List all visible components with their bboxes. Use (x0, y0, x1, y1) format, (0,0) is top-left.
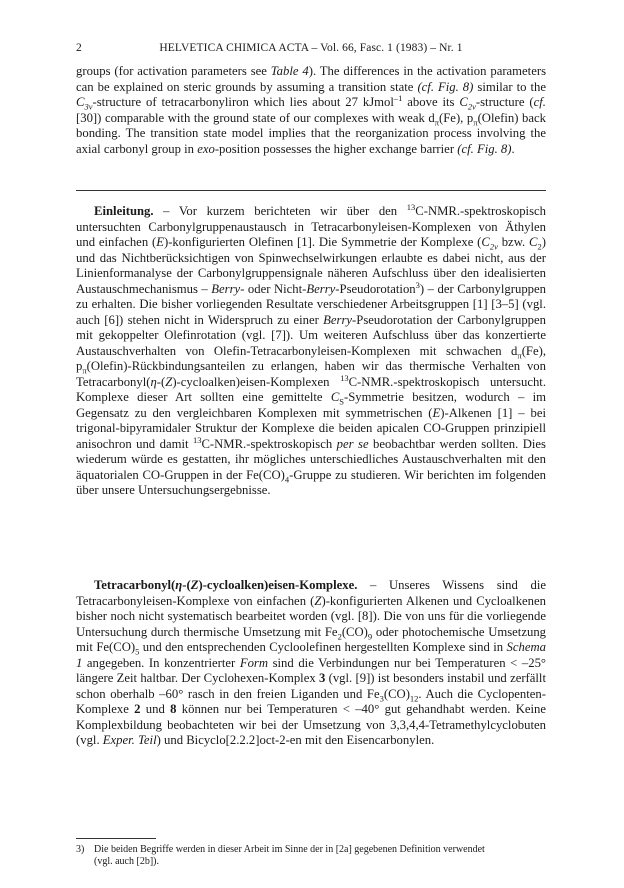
running-header (76, 42, 546, 58)
abstract-end (76, 64, 546, 157)
journal-header: HELVETICA CHIMICA ACTA – Vol. 66, Fasc. 1 (1983) – Nr. 1 (159, 42, 463, 54)
footnote-divider (76, 838, 156, 839)
footnote-mark: 3) (76, 844, 85, 855)
footnote-ref-3[interactable]: 3 (415, 279, 420, 290)
abstract-divider (76, 190, 546, 191)
exper-ref[interactable]: Exper. Teil (102, 733, 157, 747)
complexes-heading: Tetracarbonyl(η-(Z)-cycloalken)eisen-Komplexe. (94, 578, 358, 592)
einleitung-section (76, 201, 547, 499)
footnote-3: 3) Die beiden Begriffe werden in dieser Arbeit im Sinne der in [2a] gegebenen Definition verwendet (vgl. auch [2b]). (76, 844, 485, 867)
abstract-paragraph: groups (for activation parameters see Table 4). The differences in the activation parameters can be explained on steric grounds by assuming a transition state (cf. Fig. 8) similar to the $C_{3v}$-structure of tetracarbonyliron which lies about 27 kJmol$^{-1}$ above its $C_{2v}$-structure (cf. [30]) comparable with the ground state of our complexes with weak $d_\pi(Fe)$, $p_\pi(Olefin)$ back bonding. The transition state model implies that the reorganization process involving the axial carbonyl group in exo-position possesses the higher exchange barrier (cf. Fig. 8). (76, 64, 547, 156)
page-number: 2 (76, 42, 82, 54)
einleitung-paragraph: Einleitung. – Vor kurzem berichteten wir über den $^{13}$C-NMR.-spektroskopisch untersuchten Carbonylgruppenaustausch in Tetracarbonyleisen-Komplexen von Äthylen und einfachen (E)-konfigurierten Olefinen [1]. Die Symmetrie der Komplexe ($C_{2v}$ bzw. $C_2$) und das Nichtberücksichtigen von Spinwechselwirkungen erlaubte es dabei nicht, aus der Linienformanalyse der Carbonylgruppensignale näheren Aufschluss über den idealisierten Austauschmechanismus – Berry- oder Nicht-Berry-Pseudorotation$^3$) – der Carbonylgruppen zu erhalten. Die bisher vorliegenden Resultate verschiedener Arbeitsgruppen [1] [3–5] (vgl. auch [6]) stehen nicht in Widerspruch zu einer Berry-Pseudorotation der Carbonylgruppen mit gekoppelter Olefinrotation (vgl. [7]). Um weiteren Aufschluss über das konzertierte Austauschverhalten von Olefin-Tetracarbonyleisen-Komplexen mit schwachen $d_\pi(Fe)$, $p_\pi(Olefin)$-Rückbindungsanteilen zu erlangen, haben wir das thermische Verhalten von Tetracarbonyl(η-(Z)-cycloalken)eisen-Komplexen $^{13}$C-NMR.-spektroskopisch untersucht. Komplexe dieser Art sollten eine gemittelte $C_S$-Symmetrie besitzen, wodurch – im Gegensatz zu den vergleichbaren Komplexen mit symmetrischen (E)-Alkenen [1] – bei trigonal-bipyramidaler Struktur der Komplexe die beiden apicalen CO-Gruppen prinzipiell anisochron und damit $^{13}$C-NMR.-spektroskopisch per se beobachtbar werden sollten. Dies wiederum würde es gestatten, ihr mögliches unterschiedliches Austauschverhalten mit den äquatorialen CO-Gruppen in der $Fe(CO)_4$-Gruppe zu studieren. Wir berichten im folgenden über unsere Untersuchungsergebnisse. (76, 201, 547, 497)
einleitung-heading: Einleitung. (94, 204, 154, 218)
complexes-paragraph: Tetracarbonyl(η-(Z)-cycloalken)eisen-Komplexe. – Unseres Wissens sind die Tetracarbonyleisen-Komplexe von einfachen (Z)-konfigurierten Alkenen und Cycloalkenen bisher noch nicht systematisch bearbeitet worden (vgl. [8]). Die von uns für die vorliegende Untersuchung durch thermische Umsetzung mit $Fe_2(CO)_9$ oder photochemische Umsetzung mit $Fe(CO)_5$ und den entsprechenden Cycloolefinen hergestellten Komplexe sind in Schema 1 angegeben. In konzentrierter Form sind die Verbindungen nur bei Temperaturen < –25° längere Zeit haltbar. Der Cyclohexen-Komplex 3 (vgl. [9]) ist besonders instabil und zerfällt schon oberhalb –60° rasch in den freien Liganden und $Fe_3(CO)_{12}$. Auch die Cyclopenten-Komplexe 2 und 8 können nur bei Temperaturen < –40° gut gehandhabt werden. Keine Komplexbildung beobachteten wir bei der Umsetzung von 3,3,4,4-Tetramethylcyclobuten (vgl. Exper. Teil) und Bicyclo[2.2.2]oct-2-en mit den Eisencarbonylen. (76, 578, 547, 747)
complexes-section (76, 578, 546, 749)
schema-ref[interactable]: Schema 1 (76, 640, 547, 670)
